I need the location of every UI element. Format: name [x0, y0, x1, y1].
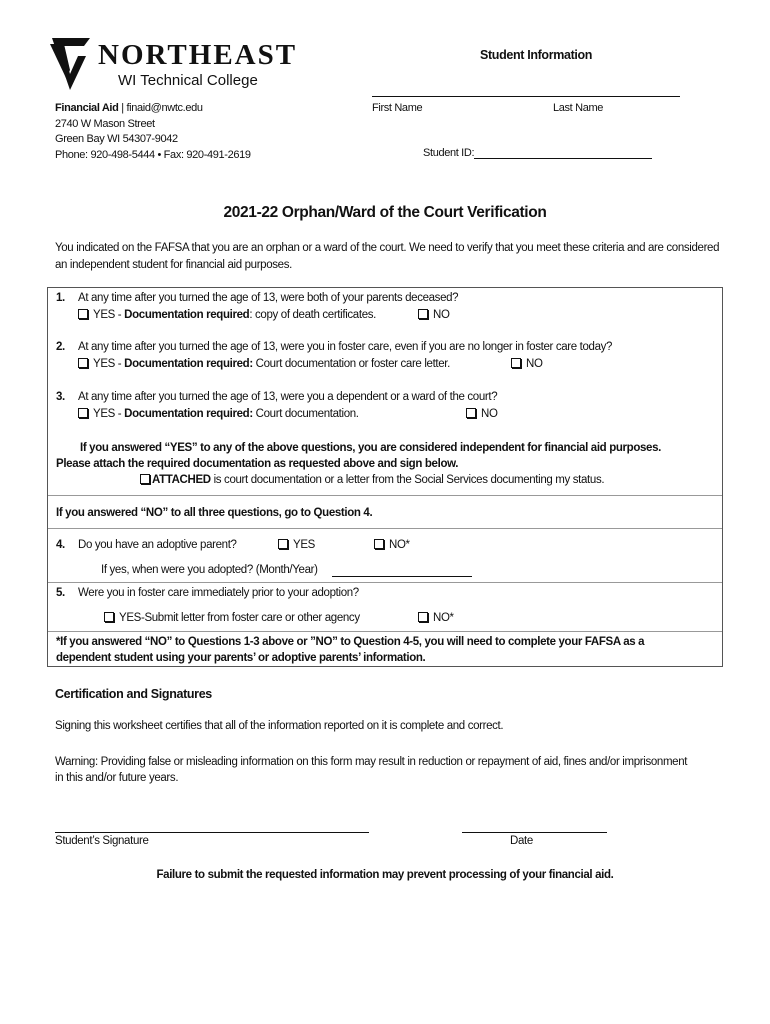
student-id-field-line[interactable] [474, 158, 652, 159]
q5-yes-option[interactable]: YES-Submit letter from foster care or other agency [104, 612, 360, 624]
logo-subtitle: WI Technical College [118, 72, 258, 89]
q3-no-checkbox[interactable] [466, 408, 476, 418]
attached-checkbox[interactable] [140, 474, 150, 484]
q5-no-checkbox[interactable] [418, 612, 428, 622]
dept-name: Financial Aid [55, 102, 119, 114]
q5-yes-checkbox[interactable] [104, 612, 114, 622]
q4-no-checkbox[interactable] [374, 539, 384, 549]
dependent-note-2: dependent student using your parents’ or adoptive parents’ information. [56, 652, 426, 664]
adoption-date-field[interactable] [332, 576, 472, 577]
intro-text: You indicated on the FAFSA that you are an orphan or a ward of the court. We need to verify that you meet these criteria and are considered an independent student for financial aid purposes. [55, 242, 720, 271]
name-field-line[interactable] [372, 96, 680, 97]
signature-line[interactable] [55, 832, 369, 833]
q2-yes-checkbox[interactable] [78, 358, 88, 368]
q4-no-option[interactable]: NO* [374, 539, 410, 551]
student-id-label: Student ID: [423, 147, 475, 159]
signature-label: Student’s Signature [55, 835, 149, 847]
question-4: 4. Do you have an adoptive parent? [56, 539, 237, 551]
warning-text: Warning: Providing false or misleading information on this form may result in reduction or repayment of aid, fines and/or imprisonment in this and/or future years. [55, 756, 688, 784]
address-line-2: Green Bay WI 54307-9042 [55, 133, 178, 145]
certification-heading: Certification and Signatures [55, 687, 212, 701]
first-name-label: First Name [372, 102, 423, 114]
dept-separator: | [121, 102, 124, 114]
last-name-label: Last Name [553, 102, 604, 114]
address-line-1: 2740 W Mason Street [55, 117, 155, 130]
dept-email: finaid@nwtc.edu [126, 102, 203, 114]
q4-yes-checkbox[interactable] [278, 539, 288, 549]
independent-note-1: If you answered “YES” to any of the above questions, you are considered independent for financial aid purposes. [80, 442, 661, 454]
certification-text: Signing this worksheet certifies that all of the information reported on it is complete and correct. [55, 720, 504, 732]
date-label: Date [510, 835, 533, 847]
q1-yes-option[interactable]: YES - Documentation required: copy of death certificates. [78, 309, 376, 321]
independent-note-2: Please attach the required documentation as requested above and sign below. [56, 458, 459, 470]
dependent-note-1: *If you answered “NO” to Questions 1-3 above or ”NO” to Question 4-5, you will need to complete your FAFSA as a [56, 636, 645, 648]
no-all-note: If you answered “NO” to all three questions, go to Question 4. [56, 507, 373, 519]
question-5: 5. Were you in foster care immediately prior to your adoption? [56, 587, 359, 599]
q2-no-checkbox[interactable] [511, 358, 521, 368]
q3-yes-checkbox[interactable] [78, 408, 88, 418]
q4-yes-option[interactable]: YES [278, 539, 315, 551]
footer-note: Failure to submit the requested information may prevent processing of your financial aid. [156, 869, 614, 881]
q3-yes-option[interactable]: YES - Documentation required: Court documentation. [78, 408, 359, 420]
question-3: 3. At any time after you turned the age of 13, were you a dependent or a ward of the court? [56, 391, 498, 403]
date-line[interactable] [462, 832, 607, 833]
phone-fax: Phone: 920-498-5444 • Fax: 920-491-2619 [55, 148, 251, 161]
form-title: 2021-22 Orphan/Ward of the Court Verification [223, 204, 547, 221]
college-logo [48, 34, 298, 94]
logo-name: NORTHEAST [98, 39, 298, 71]
contact-block [55, 101, 251, 163]
logo-emblem-icon [48, 34, 94, 92]
q5-no-option[interactable]: NO* [418, 612, 454, 624]
q2-no-option[interactable]: NO [511, 358, 543, 370]
question-2: 2. At any time after you turned the age of 13, were you in foster care, even if you are no longer in foster care today? [56, 341, 613, 353]
q1-no-option[interactable]: NO [418, 309, 450, 321]
q2-yes-option[interactable]: YES - Documentation required: Court documentation or foster care letter. [78, 358, 450, 370]
q1-yes-checkbox[interactable] [78, 309, 88, 319]
student-info-heading: Student Information [480, 48, 593, 62]
question-1: 1. At any time after you turned the age of 13, were both of your parents deceased? [56, 292, 459, 304]
q4-followup: If yes, when were you adopted? (Month/Year) [101, 564, 318, 576]
attached-option[interactable]: ATTACHED is court documentation or a letter from the Social Services documenting my status. [140, 474, 604, 486]
q3-no-option[interactable]: NO [466, 408, 498, 420]
questions-box [47, 287, 723, 667]
q1-no-checkbox[interactable] [418, 309, 428, 319]
